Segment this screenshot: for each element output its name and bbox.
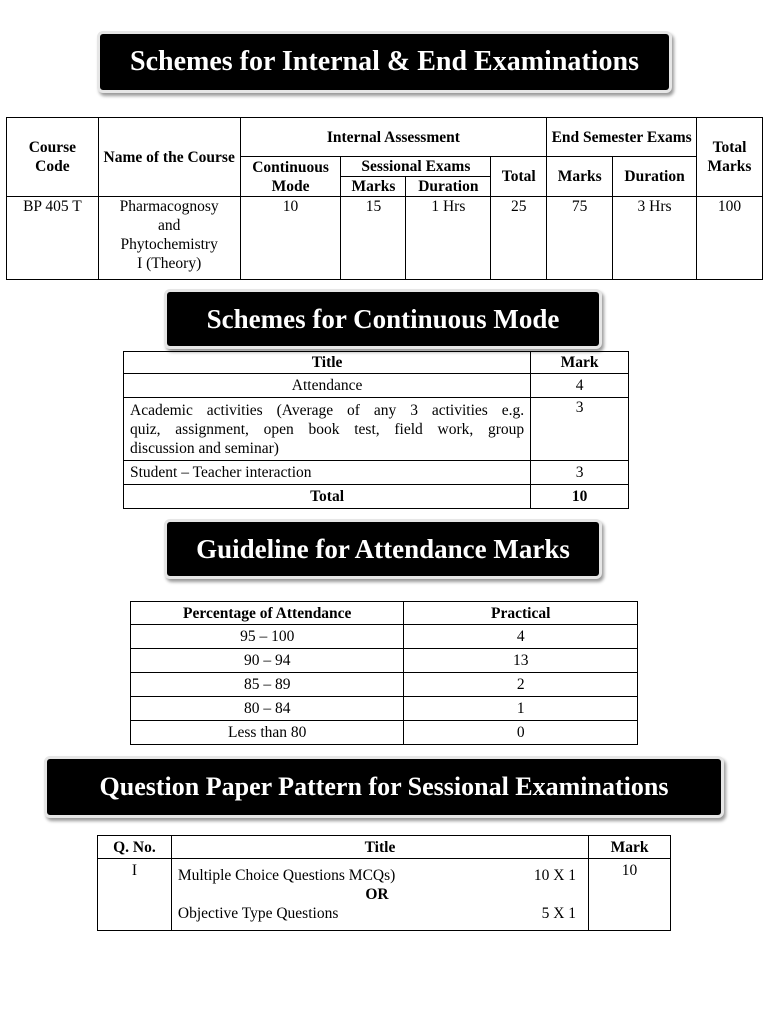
total-value: 10 — [531, 485, 629, 509]
option-count: 5 X 1 — [541, 905, 577, 922]
header-sessional-marks: Marks — [341, 177, 406, 197]
header-continuous-mode: Continuous Mode — [240, 157, 341, 197]
section-heading-continuous-mode: Schemes for Continuous Mode — [164, 289, 602, 349]
header-course-code: Course Code — [7, 118, 99, 197]
attendance-range: Less than 80 — [131, 721, 404, 745]
continuous-mode-table — [123, 351, 629, 509]
header-title: Title — [124, 352, 531, 374]
attendance-table — [130, 601, 638, 745]
table-row — [7, 197, 763, 280]
course-name-line: Phytochemistry — [120, 236, 218, 253]
header-sessional-exams: Sessional Exams — [341, 157, 491, 177]
table-row — [124, 374, 629, 398]
option-count: 10 X 1 — [533, 867, 577, 884]
header-end-marks: Marks — [547, 157, 613, 197]
header-practical: Practical — [404, 602, 638, 625]
internal-total-value: 25 — [491, 197, 547, 280]
table-row — [131, 697, 638, 721]
header-internal-assessment: Internal Assessment — [240, 118, 547, 157]
question-number: I — [98, 859, 172, 931]
header-course-name: Name of the Course — [98, 118, 240, 197]
row-mark: 3 — [531, 461, 629, 485]
option-label: Objective Type Questions — [177, 905, 339, 922]
course-name-line: Pharmacognosy — [119, 198, 219, 215]
row-title-line: Academic activities (Average of any 3 activities e.g. — [130, 401, 525, 419]
or-separator: OR — [365, 886, 389, 903]
table-row — [98, 859, 671, 931]
course-name-line: I (Theory) — [137, 255, 202, 272]
sessional-marks-value: 15 — [341, 197, 406, 280]
row-title-line: discussion and seminar) — [130, 439, 279, 457]
continuous-mode-value: 10 — [240, 197, 341, 280]
question-option — [178, 904, 576, 923]
header-mark: Mark — [589, 836, 671, 859]
end-duration-value: 3 Hrs — [613, 197, 697, 280]
row-mark: 4 — [531, 374, 629, 398]
option-label: Multiple Choice Questions MCQs) — [177, 867, 396, 884]
attendance-marks: 2 — [404, 673, 638, 697]
end-marks-value: 75 — [547, 197, 613, 280]
row-title — [124, 398, 531, 461]
attendance-marks: 1 — [404, 697, 638, 721]
total-marks-value: 100 — [697, 197, 763, 280]
table-row — [131, 721, 638, 745]
section-heading-attendance-guideline: Guideline for Attendance Marks — [164, 519, 602, 579]
attendance-marks: 0 — [404, 721, 638, 745]
header-sessional-duration: Duration — [406, 177, 491, 197]
header-total: Total — [491, 157, 547, 197]
question-option — [178, 866, 576, 885]
attendance-marks: 4 — [404, 625, 638, 649]
header-qno: Q. No. — [98, 836, 172, 859]
table-row — [131, 649, 638, 673]
header-end-semester: End Semester Exams — [547, 118, 697, 157]
header-percentage: Percentage of Attendance — [131, 602, 404, 625]
question-mark: 10 — [589, 859, 671, 931]
header-mark: Mark — [531, 352, 629, 374]
table-row — [124, 461, 629, 485]
table-row — [131, 625, 638, 649]
section-heading-exam-schemes: Schemes for Internal & End Examinations — [97, 31, 672, 93]
sessional-duration-value: 1 Hrs — [406, 197, 491, 280]
header-total-marks: Total Marks — [697, 118, 763, 197]
table-row — [131, 673, 638, 697]
header-title: Title — [171, 836, 588, 859]
question-title — [171, 859, 588, 931]
header-end-duration: Duration — [613, 157, 697, 197]
total-label: Total — [124, 485, 531, 509]
course-code: BP 405 T — [7, 197, 99, 280]
attendance-range: 90 – 94 — [131, 649, 404, 673]
attendance-range: 95 – 100 — [131, 625, 404, 649]
table-row — [124, 398, 629, 461]
course-name-line: and — [157, 217, 181, 234]
table-total-row — [124, 485, 629, 509]
row-title-line: quiz, assignment, open book test, field work, group — [130, 420, 525, 438]
row-mark: 3 — [531, 398, 629, 461]
attendance-range: 85 – 89 — [131, 673, 404, 697]
row-title: Attendance — [124, 374, 531, 398]
attendance-marks: 13 — [404, 649, 638, 673]
attendance-range: 80 – 84 — [131, 697, 404, 721]
course-name — [98, 197, 240, 280]
row-title: Student – Teacher interaction — [124, 461, 531, 485]
exam-scheme-table — [6, 117, 763, 280]
section-heading-question-pattern: Question Paper Pattern for Sessional Examinations — [44, 756, 724, 818]
question-pattern-table — [97, 835, 671, 931]
